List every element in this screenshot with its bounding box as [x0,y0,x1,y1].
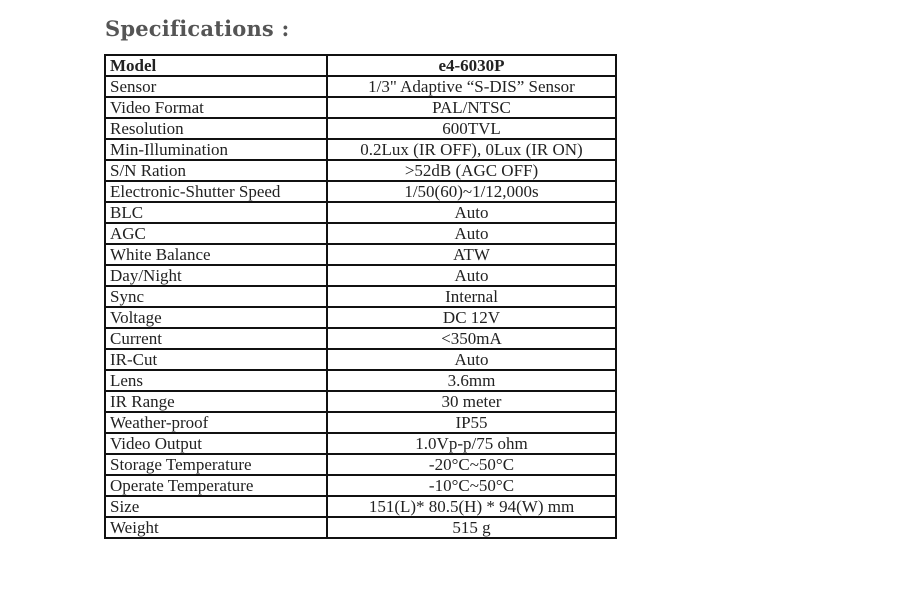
table-row [105,160,616,181]
table-row [105,76,616,97]
spec-label: Voltage [105,307,327,328]
spec-value: PAL/NTSC [327,97,616,118]
spec-label: Video Output [105,433,327,454]
table-header-row [105,55,616,76]
table-row [105,412,616,433]
table-row [105,286,616,307]
spec-label: Current [105,328,327,349]
spec-label: Resolution [105,118,327,139]
spec-label: Sync [105,286,327,307]
table-row [105,517,616,538]
spec-label: Lens [105,370,327,391]
table-row [105,223,616,244]
spec-value: >52dB (AGC OFF) [327,160,616,181]
spec-value: 1/50(60)~1/12,000s [327,181,616,202]
spec-value: Auto [327,202,616,223]
table-row [105,307,616,328]
spec-value: 30 meter [327,391,616,412]
spec-label: S/N Ration [105,160,327,181]
table-row [105,433,616,454]
table-body [105,76,616,538]
spec-value: -10°C~50°C [327,475,616,496]
table-row [105,370,616,391]
spec-label: Weight [105,517,327,538]
spec-label: Operate Temperature [105,475,327,496]
spec-label: Video Format [105,97,327,118]
spec-value: 515 g [327,517,616,538]
table-row [105,244,616,265]
spec-value: 1/3" Adaptive “S-DIS” Sensor [327,76,616,97]
spec-value: <350mA [327,328,616,349]
spec-label: Min-Illumination [105,139,327,160]
specifications-table [104,54,617,539]
spec-value: Auto [327,349,616,370]
spec-label: Weather-proof [105,412,327,433]
spec-label: Sensor [105,76,327,97]
model-label: Model [105,55,327,76]
spec-value: -20°C~50°C [327,454,616,475]
table-row [105,118,616,139]
spec-value: Internal [327,286,616,307]
spec-label: Electronic-Shutter Speed [105,181,327,202]
spec-value: Auto [327,265,616,286]
spec-label: White Balance [105,244,327,265]
table-row [105,496,616,517]
spec-value: 0.2Lux (IR OFF), 0Lux (IR ON) [327,139,616,160]
table-row [105,202,616,223]
spec-value: 600TVL [327,118,616,139]
spec-label: Day/Night [105,265,327,286]
table-row [105,328,616,349]
spec-value: DC 12V [327,307,616,328]
spec-value: IP55 [327,412,616,433]
table-row [105,349,616,370]
table-row [105,181,616,202]
spec-value: 151(L)* 80.5(H) * 94(W) mm [327,496,616,517]
spec-value: 1.0Vp-p/75 ohm [327,433,616,454]
spec-value: Auto [327,223,616,244]
table-header [105,55,616,76]
page-title: Specifications : [105,16,290,41]
model-value: e4-6030P [327,55,616,76]
spec-label: Storage Temperature [105,454,327,475]
spec-label: BLC [105,202,327,223]
spec-value: 3.6mm [327,370,616,391]
spec-label: AGC [105,223,327,244]
table-row [105,139,616,160]
table-row [105,391,616,412]
spec-label: Size [105,496,327,517]
table-row [105,475,616,496]
spec-value: ATW [327,244,616,265]
table-row [105,265,616,286]
spec-label: IR Range [105,391,327,412]
spec-label: IR-Cut [105,349,327,370]
table-row [105,454,616,475]
table-row [105,97,616,118]
